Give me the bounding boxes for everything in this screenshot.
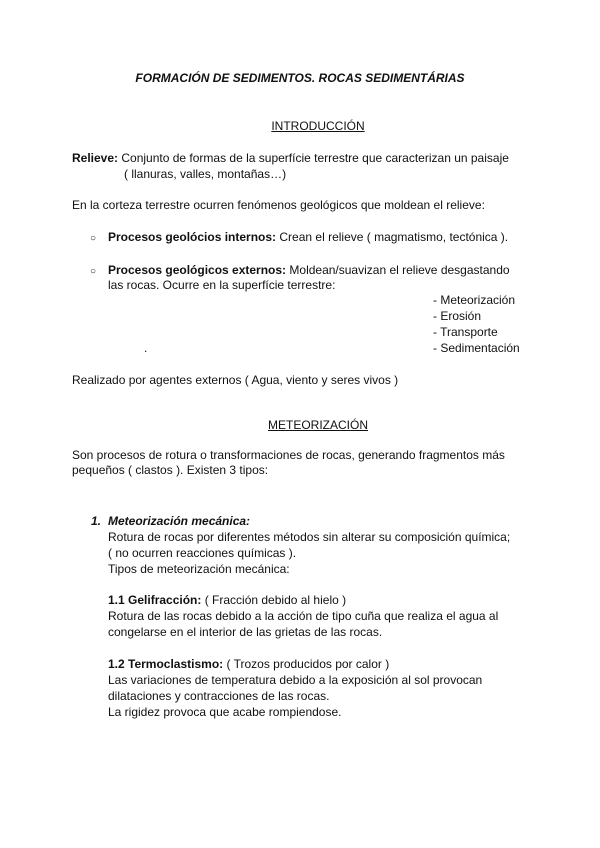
meteo-intro-line-2: pequeños ( clastos ). Existen 3 tipos: [72, 463, 269, 477]
gelifraccion-line-2: congelarse en el interior de las grietas de las rocas. [108, 625, 383, 639]
termoclastismo-note: ( Trozos producidos por calor ) [223, 657, 390, 671]
bullet-circle-icon: ○ [90, 266, 97, 277]
process-item: - Transporte [433, 325, 498, 339]
gelifraccion-line-1: Rotura de las rocas debido a la acción de tipo cuña que realiza el agua al [108, 609, 499, 623]
corteza-paragraph: En la corteza terrestre ocurren fenómenos geológicos que moldean el relieve: [72, 198, 485, 212]
meteo-intro-line-1: Son procesos de rotura o transformaciones de rocas, generando fragmentos más [72, 448, 505, 462]
process-item: - Erosión [433, 309, 482, 323]
meteo-heading: METEORIZACIÓN [267, 418, 368, 432]
termoclastismo-heading [108, 656, 389, 672]
process-item: - Sedimentación [433, 341, 520, 355]
gelifraccion-heading [108, 592, 346, 608]
process-item: - Meteorización [433, 293, 516, 307]
internos-term: Procesos geolócios internos: [108, 230, 277, 244]
stray-dot: . [144, 341, 148, 355]
termoclastismo-line-3: La rigidez provoca que acabe rompiendose. [108, 705, 342, 719]
mec-line-1: Rotura de rocas por diferentes métodos sin alterar su composición química; [108, 530, 511, 544]
termoclastismo-line-1: Las variaciones de temperatura debido a la exposición al sol provocan [108, 673, 483, 687]
termoclastismo-line-2: dilataciones y contracciones de las rocas. [108, 689, 330, 703]
externos-text-2: las rocas. Ocurre en la superfície terrestre: [108, 278, 336, 292]
gelifraccion-note: ( Fracción debido al hielo ) [201, 593, 347, 607]
relieve-def-line-1: Conjunto de formas de la superfície terrestre que caracterizan un paisaje [118, 151, 509, 165]
list-item-internos [90, 229, 508, 247]
numbered-item-1 [91, 513, 250, 529]
termoclastismo-title: 1.2 Termoclastismo: [108, 657, 224, 671]
mec-line-2: ( no ocurren reacciones químicas ). [108, 546, 297, 560]
gelifraccion-title: 1.1 Gelifracción: [108, 593, 202, 607]
relieve-def-line-2: ( llanuras, valles, montañas…) [124, 167, 287, 181]
intro-heading: INTRODUCCIÓN [271, 119, 365, 133]
externos-term: Procesos geológicos externos: [108, 263, 287, 277]
mec-line-3: Tipos de meteorización mecánica: [108, 562, 290, 576]
internos-text: Crean el relieve ( magmatismo, tectónica ). [276, 230, 509, 244]
bullet-circle-icon: ○ [90, 233, 97, 244]
relieve-term: Relieve: [72, 151, 119, 165]
item-number: 1. [91, 514, 102, 528]
externos-text-1: Moldean/suavizan el relieve desgastando [286, 263, 510, 277]
item-title: Meteorización mecánica: [108, 514, 251, 528]
agentes-paragraph: Realizado por agentes externos ( Agua, viento y seres vivos ) [72, 373, 399, 387]
relieve-definition [72, 150, 509, 166]
document-title: FORMACIÓN DE SEDIMENTOS. ROCAS SEDIMENTÁRIAS [135, 71, 465, 85]
